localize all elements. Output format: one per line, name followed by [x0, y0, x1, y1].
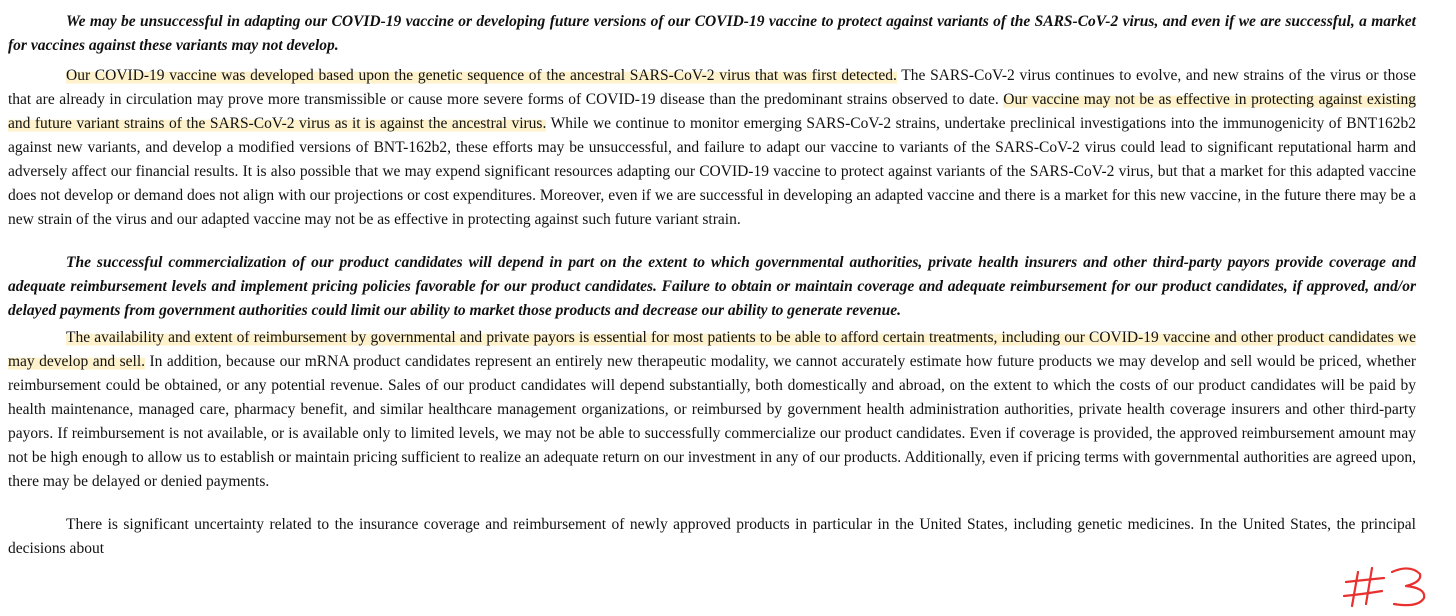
- highlight-ancestral-sequence: Our COVID-19 vaccine was developed based upon the genetic sequence of the ancestral SARS-CoV-2 virus that was first detected.: [66, 67, 897, 84]
- document-page: [8, 10, 1416, 561]
- paragraph-text: While we continue to monitor emerging SARS-CoV-2 strains, undertake preclinical investigations into the immunogenicity of BNT162b2 against new variants, and develop a modified versions of BNT-162b2, these efforts may be unsuccessful, and failure to adapt our vaccine to variants of the SARS-CoV-2 virus could lead to significant reputational harm and adversely affect our financial results. It is also possible that we may expend significant resources adapting our COVID-19 vaccine to protect against variants of the SARS-CoV-2 virus, but that a market for this adapted vaccine does not develop or demand does not align with our projections or cost expenditures. Moreover, even if we are successful in developing an adapted vaccine and there is a market for this new vaccine, in the future there may be a new strain of the virus and our adapted vaccine may not be as effective in protecting against such future variant strain.: [8, 115, 1416, 228]
- paragraph-text: The SARS-CoV-2 virus continues to evolve, and new strains of the virus or those that are already in circulation may prove more transmissible or cause more severe forms of COVID-19 disease than the predominant strains observed to date.: [8, 67, 1416, 108]
- paragraph-text: In addition, because our mRNA product candidates represent an entirely new therapeutic modality, we cannot accurately estimate how future products we may develop and sell would be priced, whether reimbursement could be obtained, or any potential revenue. Sales of our product candidates will depend substantially, both domestically and abroad, on the extent to which the costs of our product candidates will be paid by health maintenance, managed care, pharmacy benefit, and similar healthcare management organizations, or reimbursed by government health administration authorities, private health coverage insurers and other third-party payors. If reimbursement is not available, or is available only to limited levels, we may not be able to successfully commercialize our product candidates. Even if coverage is provided, the approved reimbursement amount may not be high enough to allow us to establish or maintain pricing sufficient to realize an adequate return on our investment in any of our products. Additionally, even if pricing terms with governmental authorities are agreed upon, there may be delayed or denied payments.: [8, 353, 1416, 490]
- section-heading-reimbursement: The successful commercialization of our product candidates will depend in part on the extent to which governmental authorities, private health insurers and other third-party payors provide coverage and adequate reimbursement levels and implement pricing policies favorable for our product candidates. Failure to obtain or maintain coverage and adequate reimbursement for our product candidates, if approved, and/or delayed payments from government authorities could limit our ability to market those products and decrease our ability to generate revenue.: [8, 254, 1416, 319]
- highlight-effectiveness: Our vaccine may not be as effective in protecting against existing and future variant strains of the SARS-CoV-2 virus as it is against the ancestral virus.: [8, 91, 1416, 132]
- paragraph-variants: [8, 64, 1416, 232]
- paragraph-uncertainty: There is significant uncertainty related to the insurance coverage and reimbursement of newly approved products in particular in the United States, including genetic medicines. In the United States, the principal decisions about: [8, 516, 1416, 557]
- section-heading-variants: We may be unsuccessful in adapting our COVID-19 vaccine or developing future versions of our COVID-19 vaccine to protect against variants of the SARS-CoV-2 virus, and even if we are successful, a market for vaccines against these variants may not develop.: [8, 13, 1416, 54]
- paragraph-reimbursement: [8, 326, 1416, 494]
- highlight-reimbursement: The availability and extent of reimbursement by governmental and private payors is essential for most patients to be able to afford certain treatments, including our COVID-19 vaccine and other product candidates we may develop and sell.: [8, 329, 1416, 370]
- handwritten-page-number: [1340, 560, 1440, 610]
